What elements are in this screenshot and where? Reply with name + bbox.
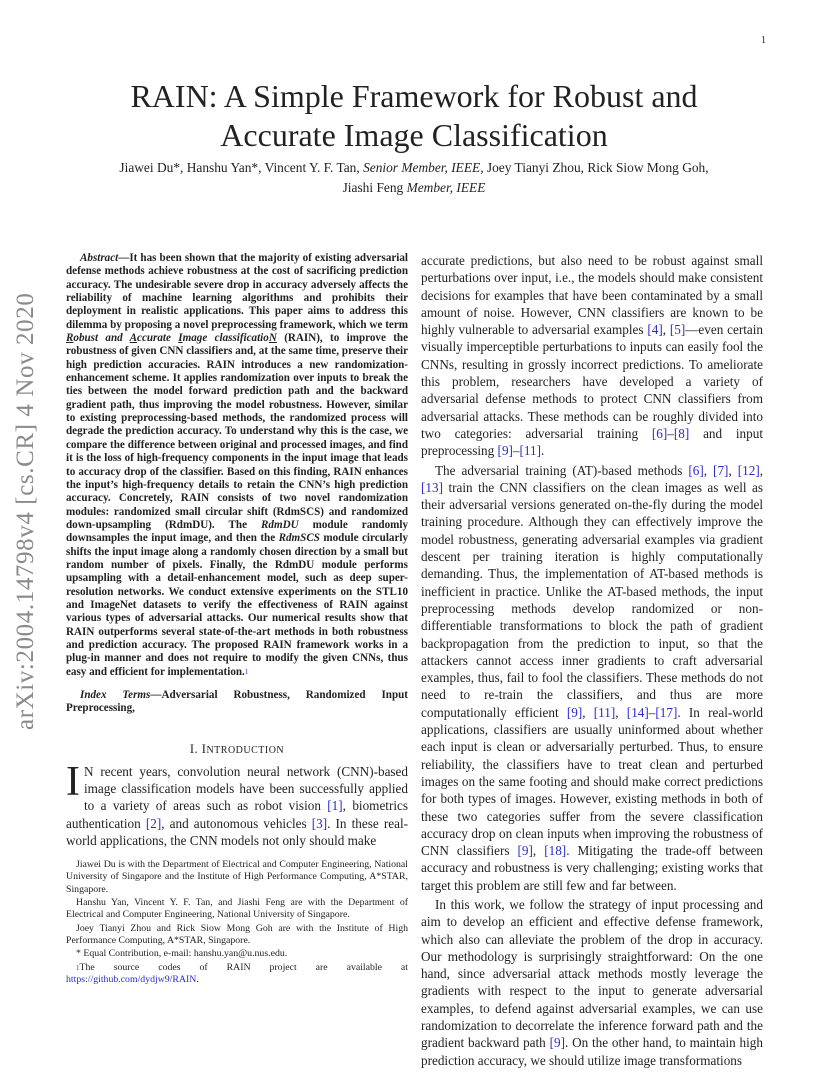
- abstract: [66, 252, 408, 679]
- p1-text-c: —even certain visually imperceptible perturbations to inputs can easily fool the CNNs, resulting in grossly incorrect predictions. To ameliorate this problem, researchers have developed a variety of adversarial defense methods to protect CNN classifiers from adversarial attacks. These methods can be roughly divided into two categories: adversarial training: [421, 322, 763, 441]
- footnote-marker[interactable]: 1: [244, 667, 249, 676]
- citation-11b[interactable]: [11]: [593, 704, 616, 720]
- p2-text-e: train the CNN classifiers on the clean images as well as their adversarial versions generated on-the-fly during the model training procedure. Although they can effectively improve the model robustness, generating adversarial examples via gradient descent per training iteration is highly computationally demanding. Thus, the implementation of AT-based methods is inefficient in practice. Unlike the AT-based methods, the input preprocessing methods develop randomized or non-differentiable transformations to block the path of gradient backpropagation from the prediction to input, so that the attackers cannot access inner gradients to craft adversarial examples, thus, fail to fool the classifiers. These methods do not need to re-train the classifiers, and thus are more computationally efficient: [421, 479, 763, 720]
- citation-12[interactable]: [12]: [737, 462, 760, 478]
- body-paragraph-2: [421, 462, 763, 894]
- p2-text-g: ,: [615, 704, 627, 720]
- footnotes: [66, 859, 408, 986]
- citation-11[interactable]: [11]: [519, 443, 542, 459]
- citation-1[interactable]: [1]: [327, 798, 343, 814]
- section-number: I.: [189, 741, 202, 756]
- citation-13[interactable]: [13]: [421, 479, 443, 495]
- citation-3[interactable]: [3]: [311, 815, 328, 831]
- arxiv-identifier: arXiv:2004.14798v4 [cs.CR] 4 Nov 2020: [12, 292, 39, 730]
- footnote-source-code: [66, 962, 408, 987]
- citation-2[interactable]: [2]: [145, 815, 162, 831]
- acronym-part-obust: obust and: [73, 332, 130, 345]
- citation-9d[interactable]: [9]: [549, 1035, 565, 1051]
- rdmdu-term: RdmDU: [261, 518, 299, 531]
- p1-text-g: .: [541, 443, 545, 459]
- p2-text-k: . Mitigating the trade-off between accuracy and robustness is very challenging; existing works that target this problem are still few and far between.: [421, 843, 763, 893]
- body-paragraph-3: [421, 896, 763, 1069]
- index-terms-label: Index Terms: [80, 689, 151, 701]
- authors-line2-role: Member, IEEE: [406, 180, 486, 195]
- p2-text-f: ,: [582, 704, 594, 720]
- p1-text-b: ,: [662, 322, 670, 338]
- authors-line2-plain: Jiashi Feng: [342, 180, 407, 195]
- acronym-letter-r: R: [66, 332, 74, 345]
- acronym-letter-a: A: [129, 332, 138, 345]
- acronym-letter-i: I: [178, 332, 183, 345]
- p2-text-b: ,: [703, 462, 714, 478]
- abstract-part-1: —It has been shown that the majority of existing adversarial defense methods achieve robustness at the cost of sacrificing prediction accuracy. The undesirable severe drop in accuracy adversely affects the reliability of machine learning algorithms and prohibits their deployment in realistic applications. This paper aims to address this dilemma by proposing a novel preprocessing framework, which we term: [66, 252, 408, 331]
- rdmscs-term: RdmSCS: [278, 532, 320, 545]
- footnote-affiliation-2: Hanshu Yan, Vincent Y. F. Tan, and Jiashi Feng are with the Department of Electrical and Computer Engineering, National University of Singapore.: [66, 897, 408, 921]
- p2-text-a: The adversarial training (AT)-based methods: [435, 462, 689, 478]
- page-number: 1: [761, 35, 766, 46]
- footnote-source-mark: 1: [76, 963, 80, 972]
- abstract-part-2: (RAIN), to improve the robustness of given CNN classifiers and, at the same time, preserve their high prediction accuracies. RAIN introduces a new randomization-enhancement scheme. It applies randomization over inputs to break the ties between the model forward prediction path and the backward gradient path, thus improving the model robustness. However, similar to existing preprocessing-based methods, the randomized process will degrade the prediction accuracy. To understand why this is the case, we compare the difference between original and processed images, and find it is the loss of high-frequency components in the input image that leads to accuracy drop of the classifier. Based on this finding, RAIN enhances the input’s high-frequency details to retain the CNN’s high prediction accuracy. Concretely, RAIN consists of two novel randomization modules: randomized small circular shift (RdmSCS) and randomized down-upsampling (RdmDU). The: [66, 332, 409, 531]
- authors-line1-role: Senior Member, IEEE,: [363, 160, 484, 175]
- p2-text-d: ,: [759, 462, 764, 478]
- citation-18[interactable]: [18]: [544, 843, 567, 859]
- title-line-1: RAIN: A Simple Framework for Robust and: [130, 78, 698, 114]
- intro-paragraph: [66, 758, 408, 849]
- intro-text-b: , biometrics authentication: [66, 798, 408, 831]
- right-column: [421, 252, 763, 1069]
- p2-text-h: –: [648, 704, 656, 720]
- citation-14[interactable]: [14]: [626, 704, 649, 720]
- acronym-part-ccurate: ccurate: [137, 332, 179, 345]
- author-list: [60, 158, 768, 198]
- section-heading: [66, 742, 408, 757]
- p2-text-i: . In real-world applications, classifiers are usually uninformed about whether each input is clean or adversarially perturbed. Thus, to ensure reliability, the classifiers have to treat clean and perturbed images on the same footing and should make correct predictions for both types of images. However, existing methods in both of these two categories suffer from the severe classification accuracy drop on clean inputs when improving the robustness of CNN classifiers: [421, 704, 764, 859]
- p3-text-b: . On the other hand, to maintain high prediction accuracy, we should utilize image transformations: [421, 1035, 763, 1068]
- citation-9b[interactable]: [9]: [566, 704, 583, 720]
- citation-6b[interactable]: [6]: [688, 462, 704, 478]
- acronym-letter-n: N: [268, 332, 277, 345]
- intro-text-d: . In these real-world applications, the CNN models not only should make: [66, 815, 408, 848]
- left-column: [66, 252, 408, 987]
- p1-text-a: accurate predictions, but also need to be robust against small perturbations over input, i.e., the models should make consistent decisions for examples that have been contaminated by a small amount of noise. However, CNN classifiers are known to be highly vulnerable to adversarial examples: [421, 253, 763, 338]
- abstract-label: Abstract: [80, 252, 119, 264]
- footnote-source-text: The source codes of RAIN project are available at: [79, 961, 408, 973]
- intro-text-a: N recent years, convolution neural network (CNN)-based image classification models have been successfully applied to a variety of areas such as robot vision: [84, 763, 408, 814]
- citation-7[interactable]: [7]: [713, 462, 729, 478]
- authors-line1-rest: Joey Tianyi Zhou, Rick Siow Mong Goh,: [483, 160, 709, 175]
- abstract-part-4: module circularly shifts the input image along a randomly chosen direction by a small but random number of pixels. Finally, the RdmDU module performs upsampling with a detail-enhancement model, such as deep super-resolution networks. We conduct extensive experiments on the STL10 and ImageNet datasets to verify the effectiveness of RAIN against various types of adversarial attacks. Our numerical results show that RAIN outperforms several state-of-the-art methods in both robustness and prediction accuracy. The proposed RAIN framework works in a plug-in manner and does not require to modify the given CNNs, thus easy and efficient for implementation.: [66, 532, 408, 678]
- citation-9[interactable]: [9]: [497, 443, 513, 459]
- authors-line1-plain: Jiawei Du*, Hanshu Yan*, Vincent Y. F. Tan,: [119, 160, 364, 175]
- citation-5[interactable]: [5]: [669, 322, 686, 338]
- title-line-2: Accurate Image Classification: [220, 117, 608, 153]
- section-title-rest: NTRODUCTION: [206, 744, 285, 756]
- section-first-letter: I: [201, 741, 207, 756]
- drop-cap: I: [66, 758, 80, 805]
- p2-text-c: ,: [728, 462, 738, 478]
- index-terms-text: —Adversarial Robustness, Randomized Input Preprocessing,: [66, 689, 408, 715]
- footnote-affiliation-1: Jiawei Du is with the Department of Electrical and Computer Engineering, National University of Singapore and the Institute of High Performance Computing, A*STAR, Singapore.: [66, 859, 408, 895]
- citation-17[interactable]: [17]: [655, 704, 678, 720]
- rain-acronym-definition: [66, 332, 277, 344]
- citation-8[interactable]: [8]: [673, 425, 690, 441]
- p1-text-e: and input preprocessing: [421, 425, 763, 459]
- intro-text-c: , and autonomous vehicles: [161, 815, 312, 831]
- footnote-source-end: .: [196, 973, 199, 985]
- citation-4[interactable]: [4]: [647, 322, 663, 338]
- citation-6[interactable]: [6]: [651, 425, 668, 441]
- citation-9c[interactable]: [9]: [517, 843, 533, 859]
- p2-text-j: ,: [532, 843, 545, 859]
- index-terms: [66, 689, 408, 716]
- p1-text-f: –: [512, 443, 520, 459]
- p3-text-a: In this work, we follow the strategy of input processing and aim to develop an efficient and effective defense framework, which also can alleviate the problem of the drop in accuracy. Our methodology is surprisingly straightforward: On the one hand, since adversarial attack methods mostly leverage the gradients with respect to the input to generate adversarial examples, to defend against adversarial examples, we can use randomization to decorrelate the inference forward path and the gradient backward path: [421, 896, 763, 1051]
- footnote-equal-contribution: * Equal Contribution, e-mail: hanshu.yan@u.nus.edu.: [76, 948, 288, 960]
- github-link[interactable]: https://github.com/dydjw9/RAIN: [66, 973, 197, 985]
- body-paragraph-1: [421, 252, 763, 460]
- paper-title: [60, 77, 768, 155]
- abstract-part-3: module randomly downsamples the input image, and then the: [66, 518, 408, 545]
- footnote-affiliation-3: Joey Tianyi Zhou and Rick Siow Mong Goh are with the Institute of High Performance Computing, A*STAR, Singapore.: [66, 922, 408, 946]
- p1-text-d: –: [667, 425, 674, 441]
- acronym-part-mage: mage classificatio: [182, 332, 269, 345]
